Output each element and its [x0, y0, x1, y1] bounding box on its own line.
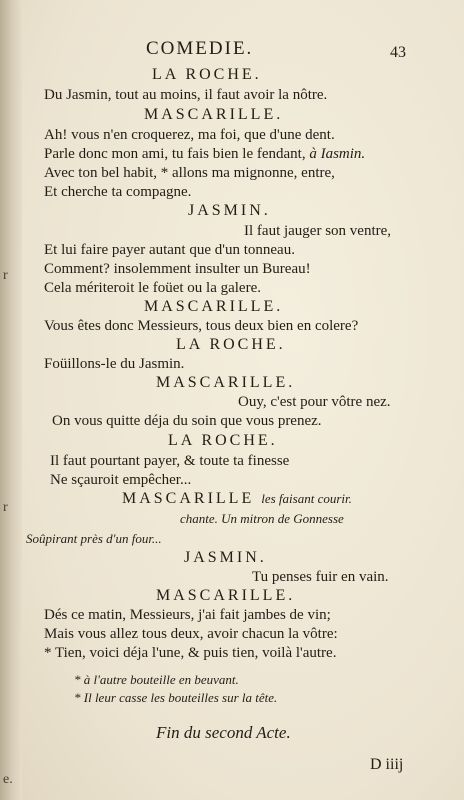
verse-line: Cela mériteroit le foüet ou la galere. — [44, 280, 261, 296]
speaker-name: JASMIN. — [184, 549, 267, 566]
verse-line: Ouy, c'est pour vôtre nez. — [238, 394, 391, 410]
verse-line: Il faut pourtant payer, & toute ta finesse — [50, 453, 290, 469]
song-line: Soûpirant près d'un four... — [26, 531, 162, 546]
margin-letter: e. — [3, 772, 13, 787]
margin-letter: r — [3, 500, 8, 515]
signature-mark: D iiij — [370, 756, 404, 773]
footnote: * à l'autre bouteille en beuvant. — [74, 672, 239, 687]
act-end-caption: Fin du second Acte. — [156, 723, 291, 742]
verse-line: Ne sçauroit empêcher... — [50, 472, 192, 488]
verse-text: Parle donc mon ami, tu fais bien le fendant, — [44, 146, 310, 162]
verse-line: Mais vous allez tous deux, avoir chacun la vôtre: — [44, 626, 338, 642]
stage-direction: les faisant courir. — [261, 491, 352, 506]
verse-line: Ah! vous n'en croquerez, ma foi, que d'une dent. — [44, 127, 335, 143]
verse-line: Et cherche ta compagne. — [44, 184, 192, 200]
verse-line: Foüillons-le du Jasmin. — [44, 356, 185, 372]
verse-line: Il faut jauger son ventre, — [244, 223, 392, 239]
verse-line — [44, 145, 365, 163]
speaker-name: MASCARILLE. — [156, 587, 296, 604]
speaker-name: MASCARILLE. — [156, 374, 296, 391]
verse-line: Tu penses fuir en vain. — [252, 569, 389, 585]
running-title: COMEDIE. — [146, 38, 254, 59]
speaker-name: MASCARILLE. — [144, 106, 284, 123]
verse-line: Vous êtes donc Messieurs, tous deux bien en colere? — [44, 318, 359, 334]
speaker-name: LA ROCHE. — [168, 432, 278, 449]
verse-line: Comment? insolemment insulter un Bureau! — [44, 261, 311, 277]
song-line: chante. Un mitron de Gonnesse — [180, 511, 344, 526]
footnote: * Il leur casse les bouteilles sur la tête. — [74, 690, 278, 705]
verse-line: On vous quitte déja du soin que vous prenez. — [52, 413, 322, 429]
margin-letter: r — [3, 268, 8, 283]
book-gutter — [0, 0, 22, 800]
verse-line: Avec ton bel habit, * allons ma mignonne, entre, — [44, 165, 335, 181]
verse-line: * Tien, voici déja l'une, & puis tien, voilà l'autre. — [44, 645, 337, 661]
stage-direction: à Iasmin. — [309, 146, 366, 162]
page-number: 43 — [390, 44, 406, 61]
speaker-name: LA ROCHE. — [152, 66, 262, 83]
verse-line: Et lui faire payer autant que d'un tonneau. — [44, 242, 295, 258]
speaker-name: LA ROCHE. — [176, 336, 286, 353]
speaker-name: JASMIN. — [188, 202, 271, 219]
speaker-line — [122, 490, 352, 508]
speaker-name: MASCARILLE. — [144, 298, 284, 315]
book-page — [22, 0, 464, 800]
verse-line: Dés ce matin, Messieurs, j'ai fait jambes de vin; — [44, 607, 331, 623]
speaker-name: MASCARILLE — [122, 490, 262, 507]
verse-line: Du Jasmin, tout au moins, il faut avoir la nôtre. — [44, 87, 328, 103]
